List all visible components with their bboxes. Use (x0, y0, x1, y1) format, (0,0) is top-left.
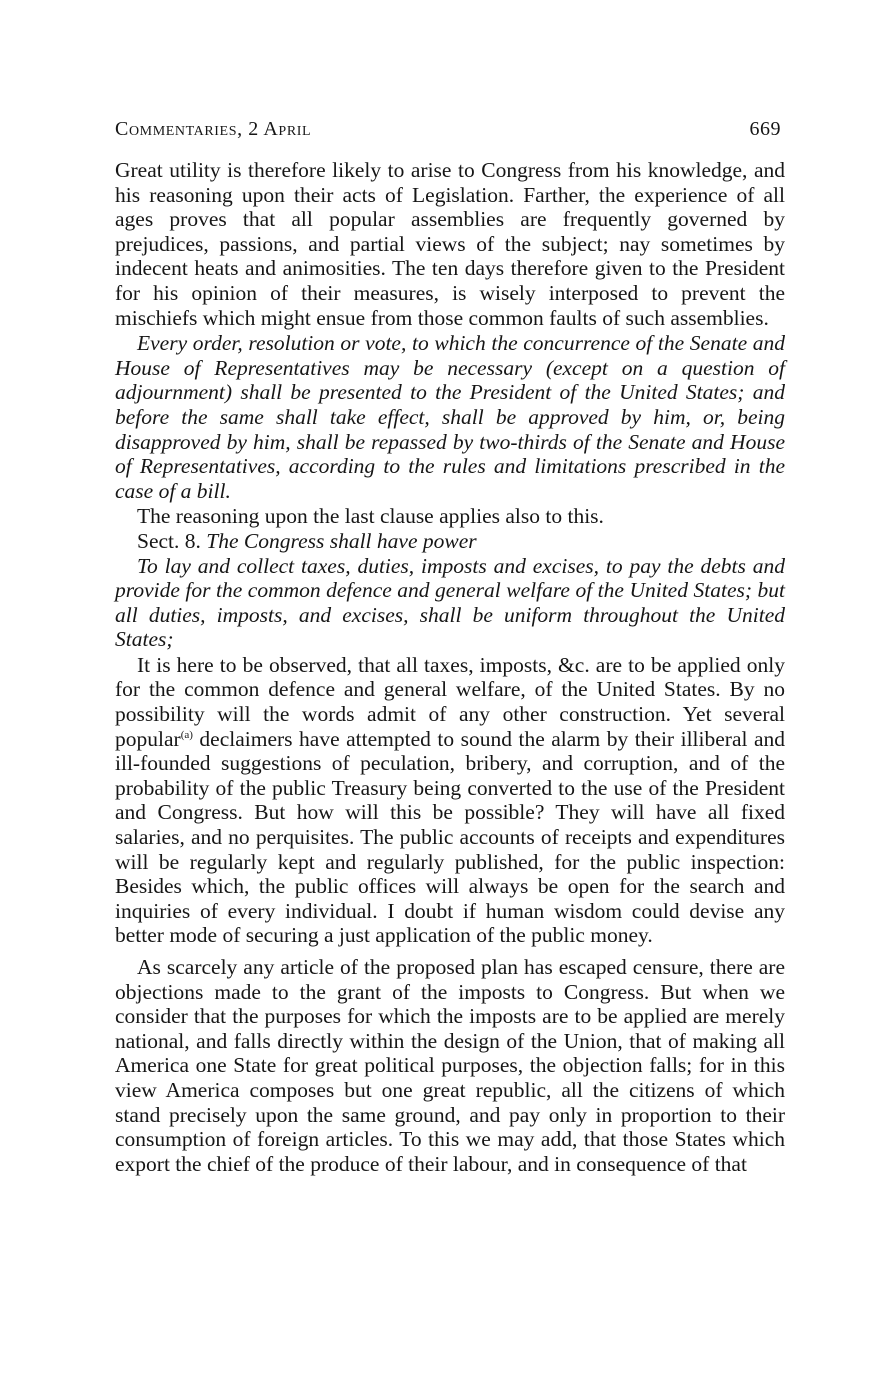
quoted-clause-1: Every order, resolution or vote, to which the concurrence of the Senate and House of Representatives may be necessary (except on a question of adjournment) shall be presented to the President of the United States; and before the same shall take effect, shall be approved by him, or, being disapproved by him, shall be repassed by two-thirds of the Senate and House of Representatives, according to the rules and limitations prescribed in the case of a bill. (115, 331, 785, 503)
paragraph-1: Great utility is therefore likely to arise to Congress from his knowledge, and his reasoning upon their acts of Legislation. Farther, the experience of all ages proves that all popular assemblies are frequently governed by prejudices, passions, and partial views of the subject; nay sometimes by indecent heats and animosities. The ten days therefore given to the President for his opinion of their measures, is wisely interposed to prevent the mischiefs which might ensue from those common faults of such assemblies. (115, 158, 785, 330)
running-title: Commentaries, 2 April (115, 118, 312, 140)
document-page (115, 118, 785, 1176)
running-head (115, 118, 785, 158)
paragraph-6-part-b: declaimers have attempted to sound the alarm by their illiberal and ill-founded suggestions of peculation, bribery, and corruption, and of the probability of the public Treasury being converted to the use of the President and Congress. But how will this be possible? They will have all fixed salaries, and no perquisites. The public accounts of receipts and expenditures will be regularly kept and regularly published, for the public inspection: Besides which, the public offices will always be open for the search and inquiries of every individual. I doubt if human wisdom could devise any better mode of securing a just application of the public money. (115, 726, 785, 948)
paragraph-6-part-a: It is here to be observed, that all taxes, imposts, &c. are to be applied only for the common defence and general welfare, of the United States. By no possibility will the words admit of any other construction. Yet several popular (115, 652, 785, 751)
paragraph-6 (115, 653, 785, 948)
footnote-marker: (a) (180, 728, 193, 741)
paragraph-3: The reasoning upon the last clause applies also to this. (137, 504, 604, 529)
section-title: The Congress shall have power (206, 528, 477, 553)
paragraph-7: As scarcely any article of the proposed plan has escaped censure, there are objections made to the grant of the imposts to Congress. But when we consider that the purposes for which the imposts are to be applied are merely national, and falls directly within the design of the Union, that of making all America one State for great political purposes, the objection falls; for in this view America composes but one great republic, all the citizens of which stand precisely upon the same ground, and pay only in proportion to their consumption of foreign articles. To this we may add, that those States which export the chief of the produce of their labour, and in consequence of that (115, 955, 785, 1176)
page-number: 669 (749, 118, 781, 140)
body-text (115, 158, 785, 1176)
section-number: Sect. 8. (137, 528, 201, 553)
quoted-clause-2: To lay and collect taxes, duties, imposts and excises, to pay the debts and provide for the common defence and general welfare of the United States; but all duties, imposts, and excises, shall be uniform throughout the United States; (115, 553, 785, 652)
section-heading (115, 529, 785, 554)
